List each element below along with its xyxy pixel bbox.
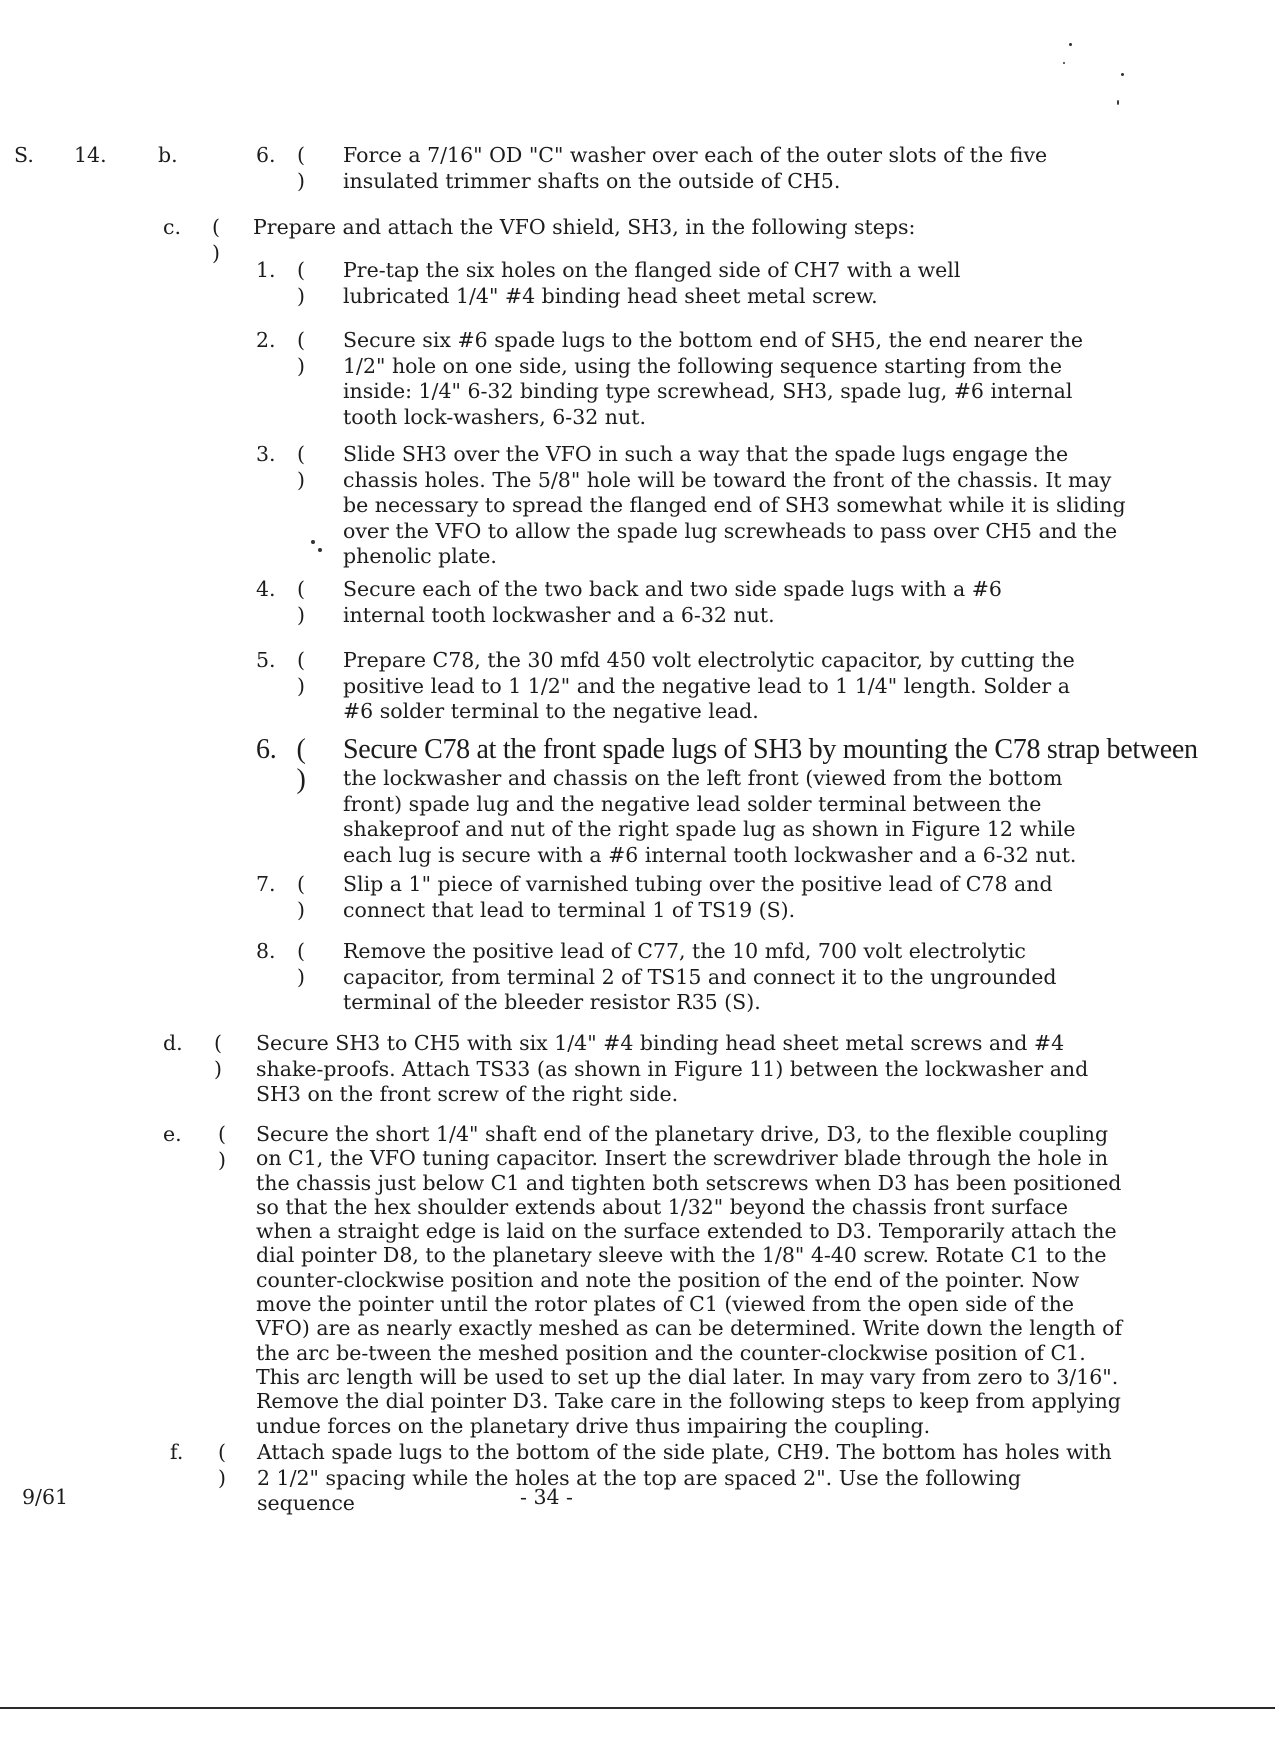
step-checkbox[interactable]: ( ) [297,328,305,378]
scan-speck [1121,73,1124,76]
step-checkbox[interactable]: ( ) [297,872,305,922]
step-checkbox[interactable]: ( ) [297,442,305,492]
item-text: Attach spade lugs to the bottom of the side plate, CH9. The bottom has holes with 2 1/2" spacing while the holes at the top are spaced 2". Use the following sequence [257,1440,1112,1515]
step-checkbox[interactable]: ( ) [297,939,305,989]
step-number: 3. [256,442,276,466]
step-number: 7. [256,872,276,896]
item-text: Secure the short 1/4" shaft end of the planetary drive, D3, to the flexible coupling on C1, the VFO tuning capacitor. Insert the screwdriver blade through the hole in the chassis just below C1 and tighten both setscrews when D3 has been positioned so that the hex shoulder extends about 1/32" beyond the chassis front surface when a straight edge is laid on the surface extended to D3. Temporarily attach the dial pointer D8, to the planetary sleeve with the 1/8" 4-40 screw. Rotate C1 to the counter-clockwise position and note the position of the end of the pointer. Now move the pointer until the rotor plates of C1 (viewed from the open side of the VFO) are as nearly exactly meshed as can be determined. Write down the length of the arc be-tween the meshed position and the counter-clockwise position of C1. This arc length will be used to set up the dial later. In may vary from zero to 3/16". Remove the dial pointer D3. Take care in the following steps to keep from applying undue forces on the planetary drive thus impairing the coupling. [256,1122,1123,1438]
item-letter-c: c. [163,215,181,239]
step-lead-text: Secure C78 at the front spade lugs of SH3 by mounting the C78 strap between [343,734,1198,765]
item-letter-f: f. [170,1440,184,1464]
step-text: Remove the positive lead of C77, the 10 mfd, 700 volt electrolytic capacitor, from terminal 2 of TS15 and connect it to the ungrounded terminal of the bleeder resistor R35 (S). [343,939,1057,1014]
section-label: S. [14,143,34,167]
step-number: 6. [256,734,277,765]
step-text: Slip a 1" piece of varnished tubing over the positive lead of C78 and connect that lead to terminal 1 of TS19 (S). [343,872,1053,922]
section-number: 14. [74,143,107,167]
step-text: Pre-tap the six holes on the flanged side of CH7 with a well lubricated 1/4" #4 binding head sheet metal screw. [343,258,961,308]
step-number: 6. [256,143,276,167]
item-checkbox[interactable]: ( ) [212,215,220,265]
step-checkbox[interactable]: ( ) [296,734,306,795]
scan-speck [1069,43,1072,46]
step-number: 1. [256,258,276,282]
step-number: 2. [256,328,276,352]
step-number: 4. [256,577,276,601]
step-checkbox[interactable]: ( ) [297,648,305,698]
step-checkbox[interactable]: ( ) [297,577,305,627]
step-text: the lockwasher and chassis on the left front (viewed from the bottom front) spade lug and the negative lead solder terminal between the shakeproof and nut of the right spade lug as shown in Figure 12 while each lug is secure with a #6 internal tooth lockwasher and a 6-32 nut. [343,766,1077,867]
step-text: Secure each of the two back and two side spade lugs with a #6 internal tooth lockwasher and a 6-32 nut. [343,577,1002,627]
item-text: Prepare and attach the VFO shield, SH3, in the following steps: [253,215,916,239]
item-checkbox[interactable]: ( ) [218,1122,226,1172]
footer-date: 9/61 [22,1485,69,1509]
step-text: Slide SH3 over the VFO in such a way that the spade lugs engage the chassis holes. The 5/8" hole will be toward the front of the chassis. It may be necessary to spread the flanged end of SH3 somewhat while it is sliding over the VFO to allow the spade lug screwheads to pass over CH5 and the phenolic plate. [343,442,1126,568]
step-text: Force a 7/16" OD "C" washer over each of the outer slots of the five insulated trimmer shafts on the outside of CH5. [343,143,1048,193]
scan-speck [318,548,322,552]
step-checkbox[interactable]: ( ) [297,143,305,193]
item-text: Secure SH3 to CH5 with six 1/4" #4 binding head sheet metal screws and #4 shake-proofs. Attach TS33 (as shown in Figure 11) between the lockwasher and SH3 on the front screw of the right side. [256,1031,1089,1106]
item-checkbox[interactable]: ( ) [218,1440,226,1490]
step-checkbox[interactable]: ( ) [297,258,305,308]
page-number: - 34 - [520,1485,573,1509]
footer-rule [0,1707,1275,1709]
item-letter-d: d. [163,1031,183,1055]
step-text: Secure six #6 spade lugs to the bottom end of SH5, the end nearer the 1/2" hole on one side, using the following sequence starting from the inside: 1/4" 6-32 binding type screwhead, SH3, spade lug, #6 internal tooth lock-washers, 6-32 nut. [343,328,1084,429]
scan-speck [311,540,315,544]
item-letter-b: b. [158,143,178,167]
step-number: 5. [256,648,276,672]
item-letter-e: e. [163,1122,182,1146]
scan-speck [1063,62,1065,64]
step-number: 8. [256,939,276,963]
step-text: Prepare C78, the 30 mfd 450 volt electrolytic capacitor, by cutting the positive lead to 1 1/2" and the negative lead to 1 1/4" length. Solder a #6 solder terminal to the negative lead. [343,648,1075,723]
item-checkbox[interactable]: ( ) [214,1031,222,1081]
scan-speck [1117,100,1119,105]
